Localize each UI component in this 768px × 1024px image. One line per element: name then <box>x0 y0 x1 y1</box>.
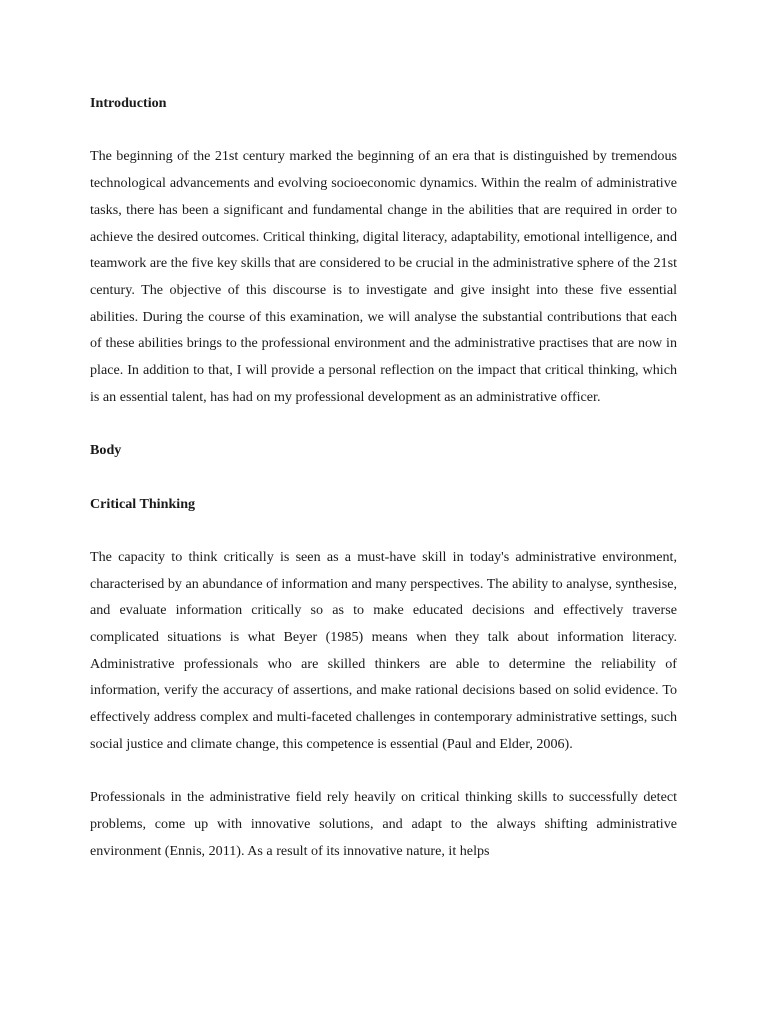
spacer <box>90 517 677 544</box>
spacer <box>90 410 677 437</box>
heading-introduction: Introduction <box>90 95 167 111</box>
spacer <box>90 117 677 144</box>
spacer <box>90 464 677 491</box>
paragraph-critical-thinking-2: Professionals in the administrative field rely heavily on critical thinking skills to successfully detect problems, come up with innovative solutions, and adapt to the always shifting administrative environment (Ennis, 2011). As a result of its innovative nature, it helps <box>90 789 677 859</box>
document-page <box>90 90 677 864</box>
paragraph-introduction: The beginning of the 21st century marked the beginning of an era that is distinguished by tremendous technological advancements and evolving socioeconomic dynamics. Within the realm of administrative tasks, there has been a significant and fundamental change in the abilities that are required in order to achieve the desired outcomes. Critical thinking, digital literacy, adaptability, emotional intelligence, and teamwork are the five key skills that are considered to be crucial in the administrative sphere of the 21st century. The objective of this discourse is to investigate and give insight into these five essential abilities. During the course of this examination, we will analyse the substantial contributions that each of these abilities brings to the professional environment and the administrative practises that are now in place. In addition to that, I will provide a personal reflection on the impact that critical thinking, which is an essential talent, has had on my professional development as an administrative officer. <box>90 148 677 405</box>
heading-body: Body <box>90 442 122 459</box>
spacer <box>90 758 677 785</box>
paragraph-critical-thinking-1: The capacity to think critically is seen as a must-have skill in today's administrative environment, characterised by an abundance of information and many perspectives. The ability to analyse, synthesise, and evaluate information critically so as to make educated decisions and effectively traverse complicated situations is what Beyer (1985) means when they talk about information literacy. Administrative professionals who are skilled thinkers are able to determine the reliability of information, verify the accuracy of assertions, and make rational decisions based on solid evidence. To effectively address complex and multi-faceted challenges in contemporary administrative settings, such social justice and climate change, this competence is essential (Paul and Elder, 2006). <box>90 548 677 752</box>
heading-critical-thinking: Critical Thinking <box>90 495 196 512</box>
